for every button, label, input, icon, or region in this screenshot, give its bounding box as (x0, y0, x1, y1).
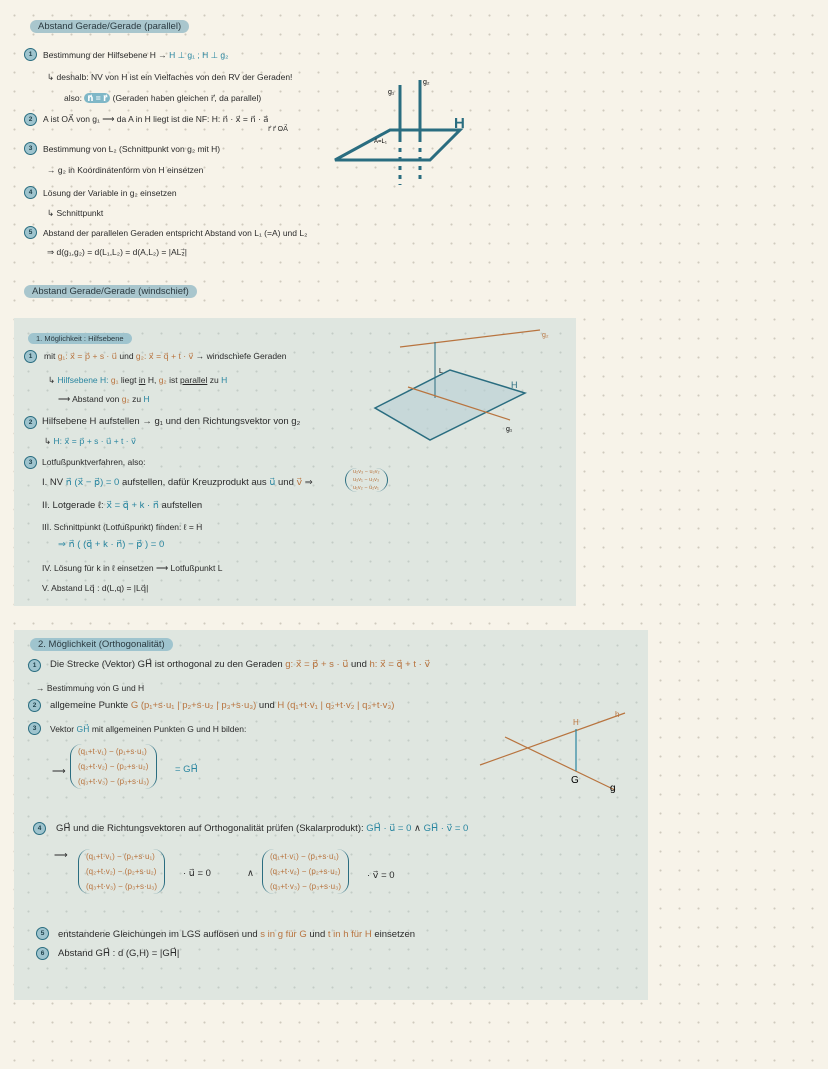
text-segment: ↳ Schnittpunkt (47, 208, 104, 218)
line-g (505, 737, 615, 790)
text-segment: Hilfsebene H aufstellen → g₁ und den Richtungsvektor von g₂ (42, 416, 301, 427)
text-segment: g₂ (158, 375, 167, 385)
step-number: 2 (24, 113, 37, 126)
text-segment: ist (166, 375, 180, 385)
step-number: 1 (24, 350, 37, 363)
text-segment: GH⃗ (76, 724, 90, 734)
text-segment: III. Schnittpunkt (Lotfußpunkt) finden: ℓ = H (42, 522, 203, 532)
text-segment: Bestimmung der Hilfsebene H → (43, 50, 170, 60)
step-number: 5 (24, 226, 37, 239)
step-number: 1 (28, 659, 41, 672)
and-symbol: ∧ (247, 868, 254, 879)
text-line (50, 659, 430, 671)
text-line (42, 582, 148, 594)
step-number: 2 (24, 416, 37, 429)
text-segment: ⇒ d(g₁,g₂) = d(L₁,L₂) = d(A,L₂) = |AL₂⃗| (47, 247, 187, 257)
cross-product-matrix (345, 468, 388, 492)
line-g2 (400, 330, 540, 347)
text-segment: x⃗ = q⃗ + k · n⃗ (106, 500, 159, 511)
text-segment: aufstellen, dafür Kreuzprodukt aus (119, 477, 270, 488)
text-line (43, 227, 307, 239)
text-segment: und (256, 700, 278, 711)
matrix-row: u₁v₂ − u₂v₁ (353, 485, 379, 491)
text-segment: zu (207, 375, 222, 385)
text-segment: u⃗ (269, 477, 276, 488)
text-segment: also: (64, 93, 85, 103)
matrix-row: (q₁+t·v₁) − (p₁+s·u₁) (270, 852, 339, 861)
text-segment: H, (145, 375, 159, 385)
text-segment: → Bestimmung von G und H (36, 683, 145, 693)
gh-label: = GH⃗ (175, 764, 198, 775)
text-segment: ↳ deshalb: NV von H ist ein Vielfaches von den RV der Geraden! (47, 72, 293, 82)
gh-vector-matrix (70, 744, 157, 789)
text-segment: GH⃗ und die Richtungsvektoren auf Orthogonalität prüfen (Skalarprodukt): (56, 823, 367, 834)
text-segment: Hilfsebene H: (57, 375, 109, 385)
matrix-row: (q₁+t·v₁) − (p₁+s·u₁) (86, 852, 155, 861)
text-segment: und (117, 351, 136, 361)
text-segment: GH⃗ · v⃗ = 0 (423, 823, 469, 834)
text-line (58, 393, 150, 405)
step-number: 6 (36, 947, 49, 960)
text-segment: A ist OA⃗ von g₁ ⟶ da A in H liegt ist die NF: H: n⃗ · x⃗ = n⃗ · a⃗ (43, 114, 269, 124)
option1-title: 1. Möglichkeit : Hilfsebene (28, 333, 132, 344)
text-line (43, 187, 177, 199)
text-line (43, 49, 228, 61)
text-segment: ↳ (48, 375, 58, 385)
label-plane: H (511, 380, 518, 390)
text-line (36, 682, 144, 694)
parallel-lines-diagram (330, 70, 480, 190)
text-segment: GH⃗ · u⃗ = 0 (366, 823, 412, 834)
text-segment: g₂: x⃗ = q⃗ + t · v⃗ (135, 351, 194, 361)
plane-shape (335, 130, 460, 160)
step-number: 3 (28, 722, 41, 735)
text-segment: H: x⃗ = p⃗ + s · u⃗ + t · v⃗ (53, 436, 136, 446)
section-title-parallel: Abstand Gerade/Gerade (parallel) (30, 20, 189, 33)
matrix-row: (q₃+t·v₃) − (p₃+s·u₃) (270, 882, 342, 891)
text-segment: H (q₁+t·v₁ | q₂+t·v₂ | q₃+t·v₃) (277, 700, 395, 711)
text-segment: Abstand GH⃗ : d (G,H) = |GH⃗| (58, 948, 180, 959)
option2-title: 2. Möglichkeit (Orthogonalität) (30, 638, 173, 651)
section-title-windschief: Abstand Gerade/Gerade (windschief) (24, 285, 197, 298)
text-line (42, 416, 300, 428)
text-line (42, 477, 313, 489)
step-number: 4 (33, 822, 46, 835)
text-segment: s in g für G (260, 929, 307, 940)
matrix-row: (q₃+t·v₃) − (p₃+s·u₃) (86, 882, 158, 891)
matrix-row: (q₂+t·v₂) − (p₂+s·u₂) (78, 762, 149, 771)
text-segment: I. NV (42, 477, 66, 488)
text-line (58, 539, 164, 551)
dot-u-equation: · u⃗ = 0 (183, 868, 211, 879)
arrow: ⟶ (52, 766, 66, 777)
text-segment: Vektor (50, 724, 77, 734)
text-segment: g₁ (110, 375, 119, 385)
text-segment: und (275, 477, 297, 488)
text-line (42, 521, 202, 533)
plane-shape (375, 370, 525, 440)
step-number: 3 (24, 142, 37, 155)
orthogonal-segment-diagram (475, 705, 635, 795)
text-segment: ⇒ n⃗ ( (q⃗ + k · n⃗) − p⃗ ) = 0 (58, 539, 165, 550)
text-line (43, 113, 268, 125)
label-point: A=L₁ (374, 139, 387, 145)
text-line (58, 929, 415, 941)
text-segment: Lotfußpunktverfahren, also: (42, 457, 146, 467)
text-segment: aufstellen (158, 500, 203, 511)
text-segment: g₁: x⃗ = p⃗ + s · u⃗ (57, 351, 118, 361)
text-segment: Lösung der Variable in g₂ einsetzen (43, 188, 177, 198)
text-segment: g: x⃗ = p⃗ + s · u⃗ (285, 659, 349, 670)
text-line (47, 207, 103, 219)
text-segment: ⟶ Abstand von (58, 394, 122, 404)
text-segment: H (221, 375, 228, 385)
text-segment: in (138, 375, 146, 385)
step-number: 2 (28, 699, 41, 712)
text-segment: und (306, 929, 328, 940)
label-L: L (439, 368, 443, 375)
label-h: h (615, 710, 620, 719)
label-H: H (573, 718, 579, 727)
text-line (47, 71, 292, 83)
label-g1: g₁ (506, 426, 513, 433)
matrix-row: (q₂+t·v₂) − (p₂+s·u₂) (270, 867, 341, 876)
matrix-row: u₃v₁ − u₁v₃ (353, 477, 380, 483)
matrix-row: (q₁+t·v₁) − (p₁+s·u₁) (78, 747, 147, 756)
text-segment: → windschiefe Geraden (193, 351, 287, 361)
text-segment: IV. Lösung für k in ℓ einsetzen ⟶ Lotfußpunkt L (42, 563, 223, 573)
text-segment: und (348, 659, 370, 670)
label-G: G (571, 775, 579, 786)
text-segment: r⃗ r⃗ OA⃗ (268, 126, 288, 133)
arrow: ⟶ (54, 850, 68, 861)
skew-lines-plane-diagram (370, 325, 560, 450)
text-line (48, 374, 227, 386)
text-segment: ∧ (411, 823, 424, 834)
text-line (268, 124, 288, 136)
text-segment: II. Lotgerade ℓ: (42, 500, 107, 511)
text-line (50, 700, 394, 712)
text-line (42, 562, 222, 574)
label-g2: g₂ (542, 332, 549, 339)
text-line (43, 143, 220, 155)
text-segment: mit allgemeinen Punkten G und H bilden: (89, 724, 247, 734)
dot-v-equation: · v⃗ = 0 (367, 870, 395, 881)
text-segment: h: x⃗ = q⃗ + t · v⃗ (369, 659, 431, 670)
text-segment: parallel (179, 375, 208, 385)
text-segment: n⃗ = r⃗ (84, 93, 110, 103)
step-number: 1 (24, 48, 37, 61)
matrix-row: (q₃+t·v₃) − (p₃+s·u₃) (78, 777, 150, 786)
text-segment: allgemeine Punkte (50, 700, 131, 711)
text-line (42, 500, 202, 512)
text-segment: H (143, 394, 150, 404)
text-line (56, 823, 468, 835)
text-line (47, 246, 187, 258)
text-segment: v⃗ (296, 477, 303, 488)
matrix-row: (q₂+t·v₂) − (p₂+s·u₂) (86, 867, 157, 876)
text-segment: (Geraden haben gleichen r⃗, da parallel) (110, 93, 262, 103)
text-segment: Abstand der parallelen Geraden entspricht Abstand von L₁ (=A) und L₂ (43, 228, 308, 238)
text-segment: ↳ (44, 436, 54, 446)
text-segment: mit (44, 351, 58, 361)
text-line (47, 164, 203, 176)
text-segment: zu (129, 394, 144, 404)
label-g2: g₂ (423, 79, 430, 86)
text-segment: Die Strecke (Vektor) GH⃗ ist orthogonal zu den Geraden (50, 659, 286, 670)
text-line (44, 350, 287, 362)
text-segment: einsetzen (371, 929, 416, 940)
matrix-row: u₂v₃ − u₃v₂ (353, 469, 380, 475)
text-segment: G (p₁+s·u₁ | p₂+s·u₂ | p₃+s·u₃) (130, 700, 257, 711)
text-line (50, 723, 246, 735)
text-line (42, 456, 145, 468)
text-segment: V. Abstand Lq⃗ : d(L,q) = |Lq⃗| (42, 583, 149, 593)
text-line (58, 948, 179, 960)
step-number: 5 (36, 927, 49, 940)
text-segment: entstandene Gleichungen im LGS auflösen und (58, 929, 261, 940)
text-segment: liegt (118, 375, 139, 385)
text-segment: H ⊥ g₁ ; H ⊥ g₂ (169, 50, 229, 60)
text-segment: ⇒ (302, 477, 313, 488)
text-segment: n⃗ (x⃗ − p⃗) = 0 (65, 477, 120, 488)
gh-vector-matrix (78, 849, 165, 894)
label-g1: g₁ (388, 89, 395, 96)
step-number: 4 (24, 186, 37, 199)
text-line (44, 435, 136, 447)
text-segment: Bestimmung von L₂ (Schnittpunkt von g₂ mit H) (43, 144, 221, 154)
text-segment: t in h für H (327, 929, 372, 940)
text-line (64, 92, 261, 104)
text-segment: g₂ (121, 394, 130, 404)
gh-vector-matrix (262, 849, 349, 894)
text-segment: → g₂ in Koordinatenform von H einsetzen (47, 165, 204, 175)
line-h (480, 713, 625, 765)
label-g: g (610, 783, 616, 794)
step-number: 3 (24, 456, 37, 469)
label-plane: H (454, 115, 465, 132)
